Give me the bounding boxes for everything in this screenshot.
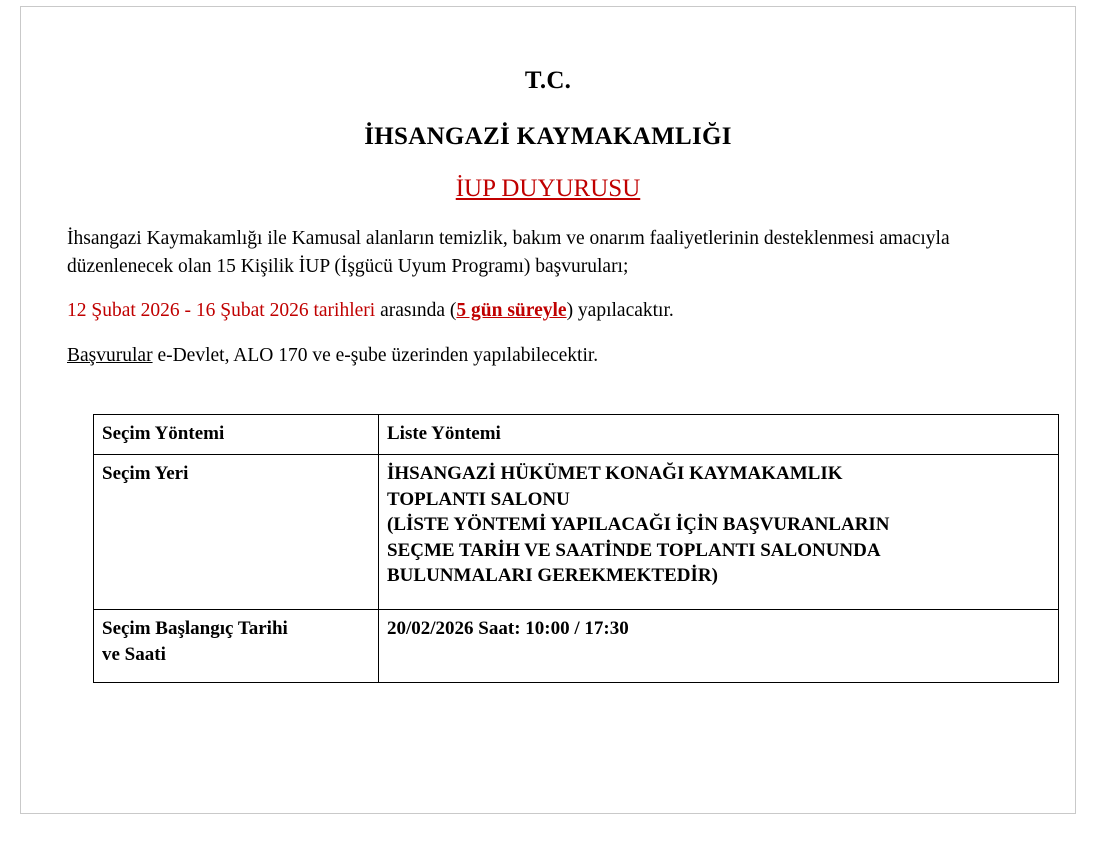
table-cell-line: ve Saati — [102, 643, 166, 665]
table-cell-line: Seçim Başlangıç Tarihi — [102, 618, 288, 640]
document-heading-announcement: İUP DUYURUSU — [455, 175, 641, 202]
table-row — [94, 414, 1059, 454]
table-cell-line: TOPLANTI SALONU — [387, 488, 570, 510]
table-cell-line: Liste Yöntemi — [387, 422, 501, 444]
document-heading-tc: T.C. — [524, 67, 572, 94]
table-cell-label-datetime — [94, 610, 379, 683]
paragraph-dates — [67, 297, 1029, 325]
table-cell-label-method: Seçim Yöntemi — [94, 414, 379, 454]
paragraph-channels — [67, 342, 1029, 370]
selection-details-table — [93, 414, 1059, 683]
table-cell-line: İHSANGAZİ HÜKÜMET KONAĞI KAYMAKAMLIK — [387, 463, 843, 485]
paragraph-intro: İhsangazi Kaymakamlığı ile Kamusal alanların temizlik, bakım ve onarım faaliyetlerinin desteklenmesi amacıyla düzenlenecek olan 15 Kişilik İUP (İşgücü Uyum Programı) başvuruları; — [67, 228, 950, 277]
table-row — [94, 610, 1059, 683]
table-cell-line: (LİSTE YÖNTEMİ YAPILACAĞI İÇİN BAŞVURANLARIN — [387, 514, 890, 536]
paragraph-dates-middle: arasında ( — [375, 300, 457, 322]
table-cell-value-method — [379, 414, 1059, 454]
table-row — [94, 455, 1059, 610]
applications-label: Başvurular — [67, 345, 153, 367]
table-cell-line: SEÇME TARİH VE SAATİNDE TOPLANTI SALONUNDA — [387, 539, 881, 561]
table-cell-value-datetime — [379, 610, 1059, 683]
table-cell-value-place — [379, 455, 1059, 610]
paragraph-dates-end: ) yapılacaktır. — [566, 300, 674, 322]
applications-channels-text: e-Devlet, ALO 170 ve e-şube üzerinden yapılabilecektir. — [152, 345, 599, 367]
table-cell-line: 20/02/2026 Saat: 10:00 / 17:30 — [387, 618, 629, 640]
application-dates-text: 12 Şubat 2026 - 16 Şubat 2026 tarihleri — [67, 300, 376, 322]
table-cell-line: BULUNMALARI GEREKMEKTEDİR) — [387, 565, 718, 587]
table-cell-label-place: Seçim Yeri — [94, 455, 379, 610]
document-heading-institution: İHSANGAZİ KAYMAKAMLIĞI — [364, 123, 732, 150]
application-duration-text: 5 gün süreyle — [456, 300, 567, 322]
document-page — [20, 6, 1076, 814]
